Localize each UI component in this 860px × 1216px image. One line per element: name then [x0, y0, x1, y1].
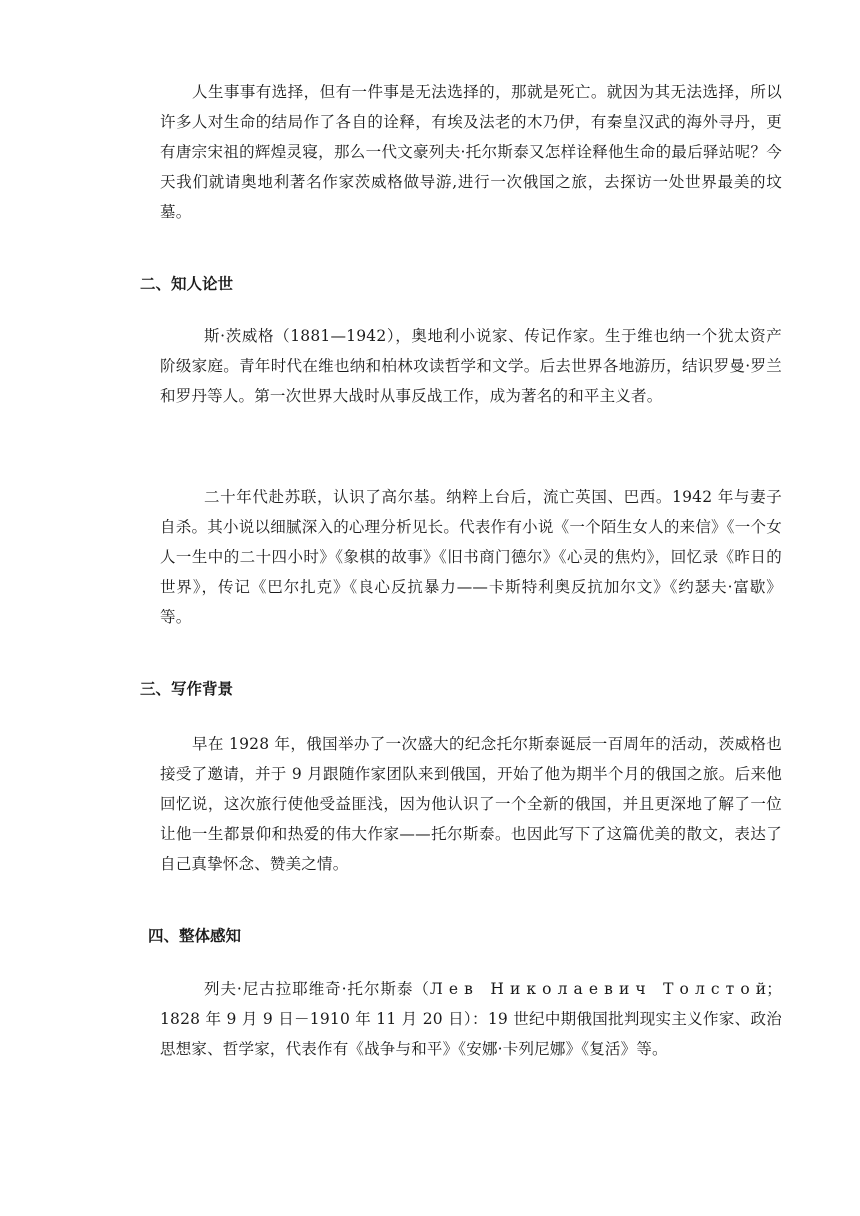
intro-paragraph: 人生事事有选择，但有一件事是无法选择的，那就是死亡。就因为其无法选择，所以许多人对生命的结局作了各自的诠释，有埃及法老的木乃伊，有秦皇汉武的海外寻丹，更有唐宗宋祖的辉煌灵寝，那么一代文豪列夫·托尔斯泰又怎样诠释他生命的最后驿站呢？今天我们就请奥地利著名作家茨威格做导游,进行一次俄国之旅，去探访一处世界最美的坟墓。: [160, 83, 782, 221]
tolstoy-intro-paragraph: 列夫·尼古拉耶维奇·托尔斯泰（Л е в Н и к о л а е в и ч Т о л с т о й；1828 年 9 月 9 日－1910 年 11 月 20 日）：19 世纪中期俄国批判现实主义作家、政治思想家、哲学家，代表作有《战争与和平》《安娜·卡列尼娜》《复活》等。: [160, 980, 782, 1058]
writing-background-paragraph: 早在 1928 年，俄国举办了一次盛大的纪念托尔斯泰诞辰一百周年的活动，茨威格也接受了邀请，并于 9 月跟随作家团队来到俄国，开始了他为期半个月的俄国之旅。后来他回忆说，这次旅行使他受益匪浅，因为他认识了一个全新的俄国，并且更深地了解了一位让他一生都景仰和热爱的伟大作家——托尔斯泰。也因此写下了这篇优美的散文，表达了自己真挚怀念、赞美之情。: [160, 735, 782, 873]
section-heading-overall-perception: 四、整体感知: [148, 927, 242, 945]
section-heading-background-author: 二、知人论世: [140, 275, 234, 293]
author-works-paragraph: 二十年代赴苏联，认识了高尔基。纳粹上台后，流亡英国、巴西。1942 年与妻子自杀。其小说以细腻深入的心理分析见长。代表作有小说《一个陌生女人的来信》《一个女人一生中的二十四小时》《象棋的故事》《旧书商门德尔》《心灵的焦灼》，回忆录《昨日的世界》，传记《巴尔扎克》《良心反抗暴力——卡斯特利奥反抗加尔文》《约瑟夫·富歇》等。: [160, 488, 782, 626]
section-heading-writing-background: 三、写作背景: [140, 680, 234, 698]
author-bio-paragraph: 斯·茨威格（1881—1942），奥地利小说家、传记作家。生于维也纳一个犹太资产阶级家庭。青年时代在维也纳和柏林攻读哲学和文学。后去世界各地游历，结识罗曼·罗兰和罗丹等人。第一次世界大战时从事反战工作，成为著名的和平主义者。: [160, 327, 782, 405]
